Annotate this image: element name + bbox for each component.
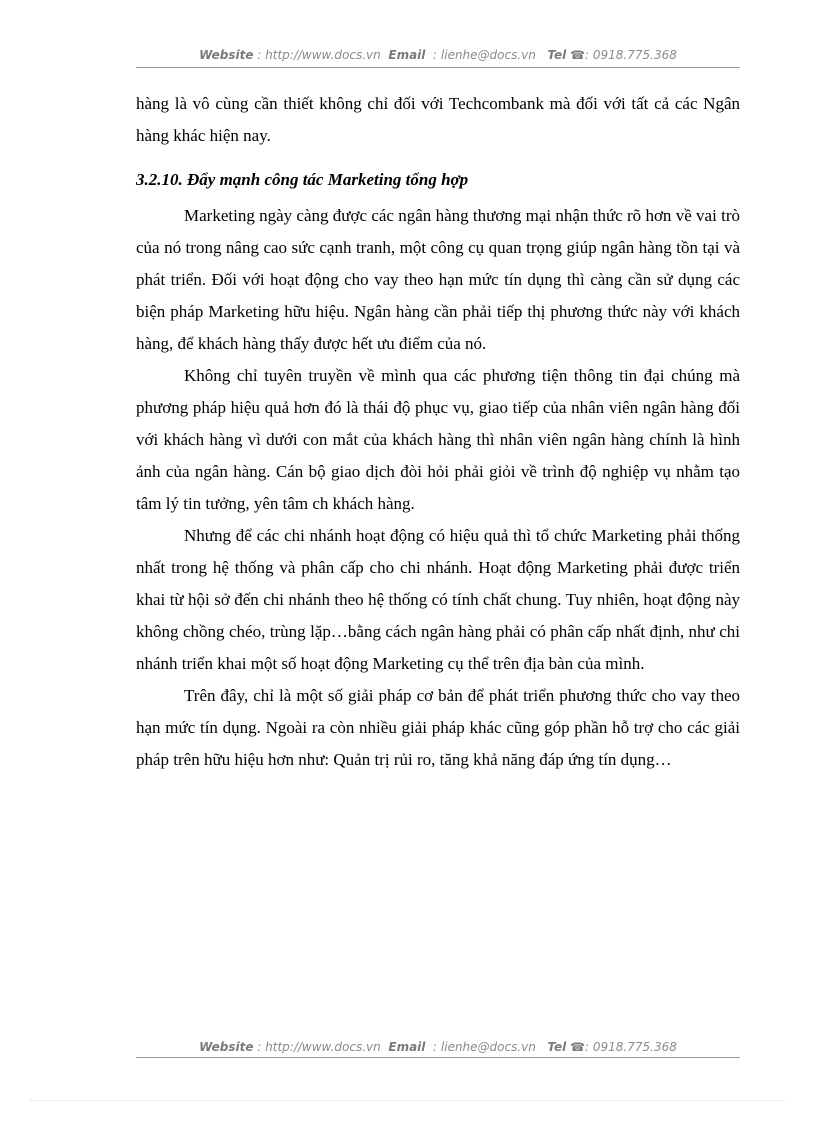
intro-paragraph: hàng là vô cùng cần thiết không chỉ đối với Techcombank mà đối với tất cả các Ngân hàng khác hiện nay.	[136, 94, 740, 145]
phone-icon: ☎	[570, 1040, 586, 1054]
body-paragraph: Trên đây, chỉ là một số giải pháp cơ bản để phát triển phương thức cho vay theo hạn mức tín dụng. Ngoài ra còn nhiều giải pháp khác cũng góp phần hỗ trợ cho các giải pháp trên hữu hiệu hơn như: Quản trị rủi ro, tăng khả năng đáp ứng tín dụng…	[136, 686, 740, 769]
page-footer	[136, 1040, 740, 1054]
footer-divider	[136, 1057, 740, 1058]
body-paragraph: Không chỉ tuyên truyền về mình qua các phương tiện thông tin đại chúng mà phương pháp hiệu quả hơn đó là thái độ phục vụ, giao tiếp của nhân viên ngân hàng đối với khách hàng vì dưới con mắt của khách hàng thì nhân viên ngân hàng chính là hình ảnh của ngân hàng. Cán bộ giao dịch đòi hỏi phải giỏi về trình độ nghiệp vụ nhằm tạo tâm lý tin tưởng, yên tâm ch khách hàng.	[136, 366, 740, 513]
header-tel-label: Tel	[547, 48, 567, 62]
header-divider	[136, 67, 740, 68]
header-email-label: Email	[388, 48, 426, 62]
page-header	[136, 48, 740, 62]
section-heading: 3.2.10. Đẩy mạnh công tác Marketing tổng hợp	[136, 170, 469, 189]
footer-email-label: Email	[388, 1040, 426, 1054]
document-body	[136, 88, 740, 776]
page-break-line	[30, 1100, 786, 1101]
footer-tel-value: : 0918.775.368	[585, 1040, 677, 1054]
body-paragraph: Nhưng để các chi nhánh hoạt động có hiệu quả thì tổ chức Marketing phải thống nhất trong hệ thống và phân cấp cho chi nhánh. Hoạt động Marketing phải được triển khai từ hội sở đến chi nhánh theo hệ thống có tính chất chung. Tuy nhiên, hoạt động này không chồng chéo, trùng lặp…bằng cách ngân hàng phải có phân cấp nhất định, như chi nhánh triển khai một số hoạt động Marketing cụ thể trên địa bàn của mình.	[136, 526, 740, 673]
footer-website-label: Website	[199, 1040, 254, 1054]
footer-tel-label: Tel	[547, 1040, 567, 1054]
header-email-link[interactable]: : lienhe@docs.vn	[433, 48, 536, 62]
header-website-label: Website	[199, 48, 254, 62]
footer-email-link[interactable]: : lienhe@docs.vn	[433, 1040, 536, 1054]
footer-website-link[interactable]: : http://www.docs.vn	[257, 1040, 381, 1054]
header-website-link[interactable]: : http://www.docs.vn	[257, 48, 381, 62]
body-paragraph: Marketing ngày càng được các ngân hàng thương mại nhận thức rõ hơn về vai trò của nó trong nâng cao sức cạnh tranh, một công cụ quan trọng giúp ngân hàng tồn tại và phát triển. Đối với hoạt động cho vay theo hạn mức tín dụng thì càng cần sử dụng các biện pháp Marketing hữu hiệu. Ngân hàng cần phải tiếp thị phương thức này với khách hàng, để khách hàng thấy được hết ưu điểm của nó.	[136, 206, 740, 353]
phone-icon: ☎	[570, 48, 586, 62]
header-tel-value: : 0918.775.368	[585, 48, 677, 62]
